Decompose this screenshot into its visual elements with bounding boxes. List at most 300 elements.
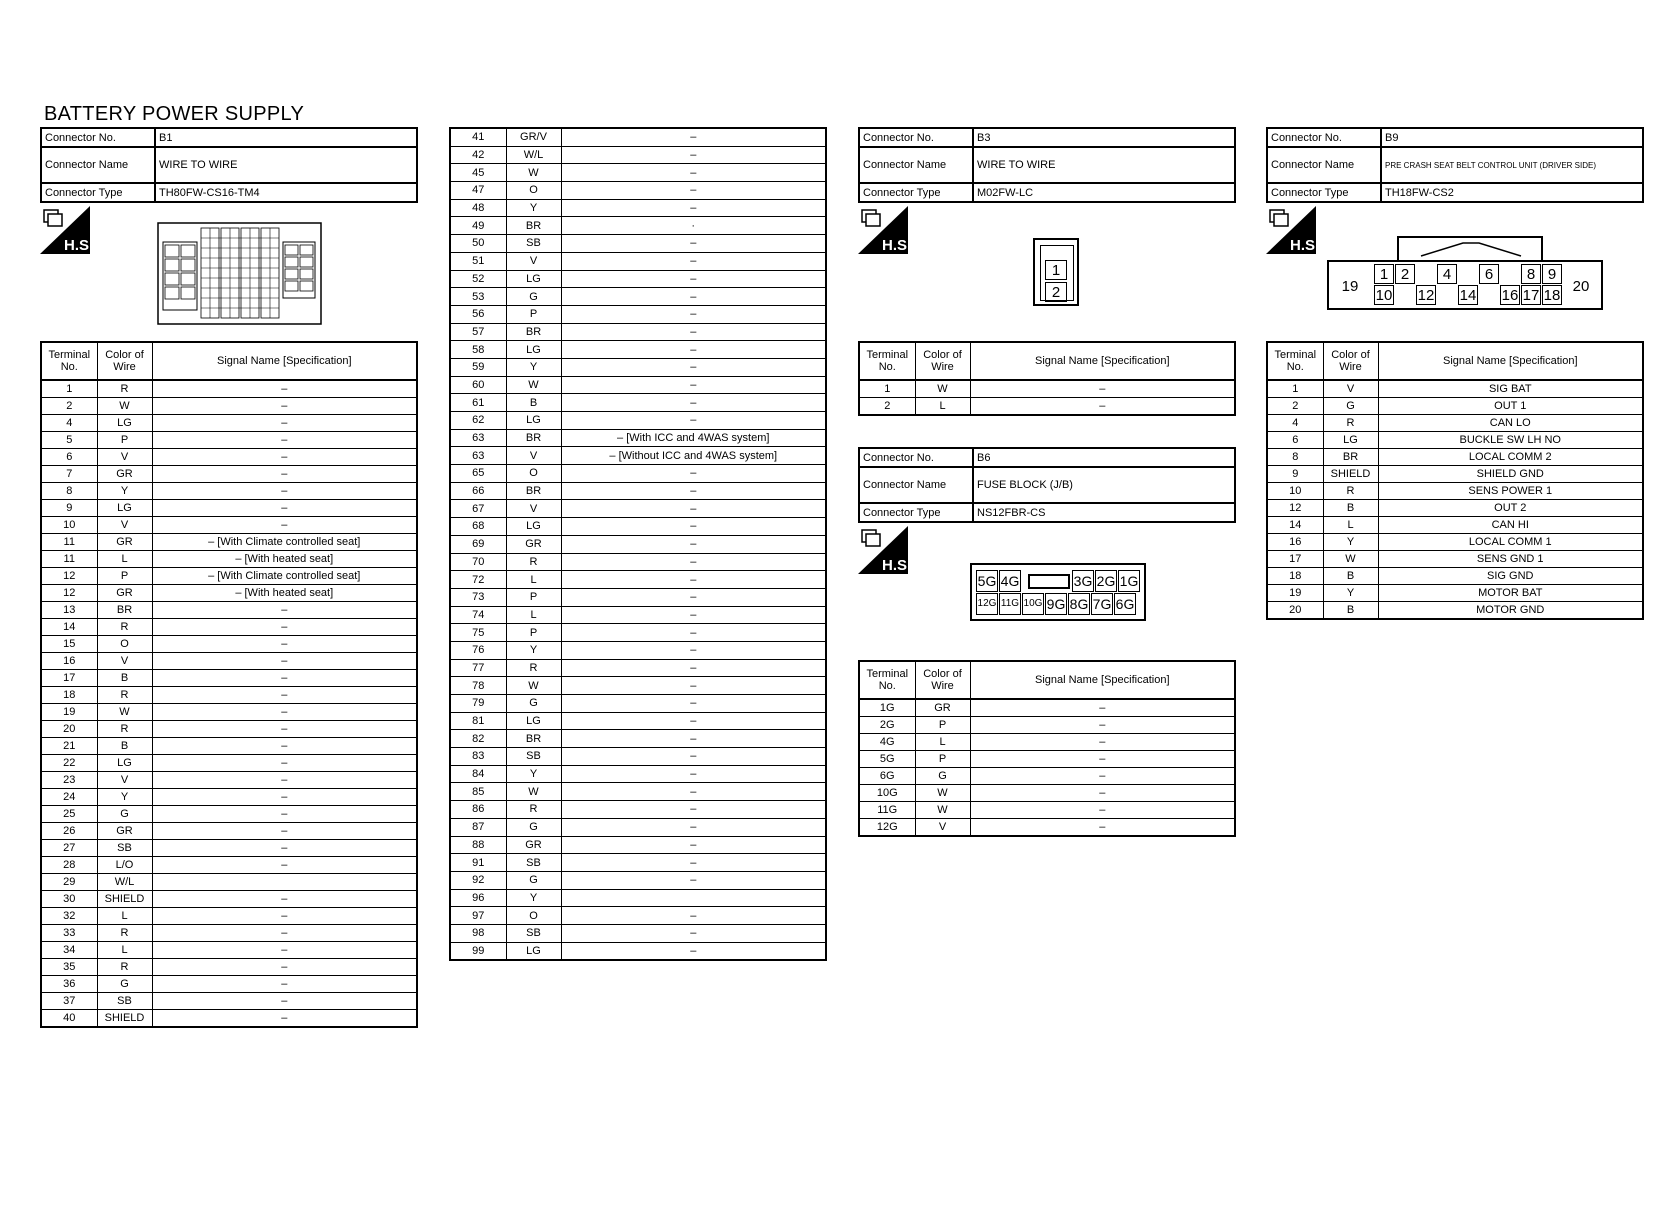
signal-name-cell: – xyxy=(561,553,826,571)
terminal-no-cell: 2 xyxy=(859,398,915,416)
table-row xyxy=(859,699,1235,717)
wire-color-cell: R xyxy=(1323,415,1378,432)
signal-name-cell: – xyxy=(561,695,826,713)
terminal-no-cell: 23 xyxy=(41,772,97,789)
table-row xyxy=(41,483,417,500)
terminal-no-cell: 12 xyxy=(41,568,97,585)
wire-color-cell: W xyxy=(506,376,561,394)
table-row xyxy=(450,288,826,306)
table-row xyxy=(450,217,826,235)
signal-name-cell: – xyxy=(970,751,1235,768)
wire-color-cell: L xyxy=(915,398,970,416)
signal-name-cell: – xyxy=(970,819,1235,837)
terminal-no-cell: 81 xyxy=(450,712,506,730)
signal-name-cell: – xyxy=(561,465,826,483)
terminal-no-cell: 37 xyxy=(41,993,97,1010)
b6-connector-diagram xyxy=(970,563,1146,621)
wire-color-cell: LG xyxy=(506,942,561,960)
signal-name-header: Signal Name [Specification] xyxy=(152,342,417,380)
b9-pin: 19 xyxy=(1341,278,1359,295)
terminal-no-cell: 17 xyxy=(41,670,97,687)
terminal-no-cell: 49 xyxy=(450,217,506,235)
signal-name-cell: CAN HI xyxy=(1378,517,1643,534)
signal-name-header: Signal Name [Specification] xyxy=(970,661,1235,699)
terminal-no-cell: 11 xyxy=(41,551,97,568)
terminal-no-cell: 9 xyxy=(1267,466,1323,483)
table-row xyxy=(41,466,417,483)
table-row xyxy=(41,704,417,721)
wire-color-cell: LG xyxy=(506,341,561,359)
table-row xyxy=(450,942,826,960)
b9-pin: 10 xyxy=(1375,287,1393,304)
connector-no-label: Connector No. xyxy=(41,128,155,147)
table-row xyxy=(41,738,417,755)
signal-name-cell: – xyxy=(152,959,417,976)
wire-color-cell: V xyxy=(915,819,970,837)
signal-name-cell: MOTOR BAT xyxy=(1378,585,1643,602)
b9-pin: 17 xyxy=(1522,287,1540,304)
terminal-no-cell: 21 xyxy=(41,738,97,755)
table-row xyxy=(450,146,826,164)
terminal-no-cell: 32 xyxy=(41,908,97,925)
signal-name-cell: – xyxy=(152,993,417,1010)
signal-name-cell: – xyxy=(152,398,417,415)
wire-color-cell: B xyxy=(97,738,152,755)
terminal-no-cell: 83 xyxy=(450,748,506,766)
signal-name-cell: – xyxy=(152,619,417,636)
table-row xyxy=(450,765,826,783)
wire-color-cell: GR xyxy=(506,836,561,854)
connector-type-label: Connector Type xyxy=(41,183,155,202)
signal-name-cell: – xyxy=(561,376,826,394)
table-row xyxy=(450,659,826,677)
wire-color-cell: V xyxy=(97,653,152,670)
wire-color-cell: W xyxy=(915,802,970,819)
terminal-no-cell: 7 xyxy=(41,466,97,483)
signal-name-cell: – xyxy=(561,854,826,872)
signal-name-cell: – xyxy=(561,942,826,960)
signal-name-cell: – xyxy=(152,602,417,619)
table-row xyxy=(450,571,826,589)
b9-pin: 6 xyxy=(1479,264,1499,284)
signal-name-cell: – xyxy=(970,785,1235,802)
b6-connector-no: B6 xyxy=(973,448,1235,467)
signal-name-cell: – xyxy=(152,636,417,653)
signal-name-cell: – xyxy=(561,146,826,164)
signal-name-cell: – xyxy=(152,772,417,789)
wire-color-cell: B xyxy=(97,670,152,687)
table-row xyxy=(859,734,1235,751)
wire-color-cell: L/O xyxy=(97,857,152,874)
wire-color-cell: W xyxy=(97,704,152,721)
wire-color-cell: LG xyxy=(97,755,152,772)
table-row xyxy=(450,695,826,713)
wire-color-cell: GR xyxy=(97,823,152,840)
terminal-no-cell: 15 xyxy=(41,636,97,653)
terminal-no-cell: 6G xyxy=(859,768,915,785)
table-row xyxy=(41,602,417,619)
table-row xyxy=(450,518,826,536)
svg-text:H.S.: H.S. xyxy=(64,237,94,254)
signal-name-cell: – xyxy=(152,721,417,738)
terminal-no-cell: 8 xyxy=(1267,449,1323,466)
wire-color-cell: GR xyxy=(97,534,152,551)
b6-pin: 12G xyxy=(976,593,998,615)
table-row xyxy=(1267,432,1643,449)
wire-color-cell: V xyxy=(506,252,561,270)
table-row xyxy=(41,380,417,398)
terminal-no-cell: 75 xyxy=(450,624,506,642)
table-row xyxy=(41,721,417,738)
b6-connector-type: NS12FBR-CS xyxy=(973,503,1235,522)
terminal-no-cell: 88 xyxy=(450,836,506,854)
signal-name-cell: LOCAL COMM 2 xyxy=(1378,449,1643,466)
table-row xyxy=(41,993,417,1010)
signal-name-cell: – xyxy=(970,768,1235,785)
terminal-no-cell: 79 xyxy=(450,695,506,713)
b3-terminal-table xyxy=(858,341,1236,416)
terminal-no-cell: 42 xyxy=(450,146,506,164)
terminal-no-cell: 96 xyxy=(450,889,506,907)
terminal-no-cell: 86 xyxy=(450,801,506,819)
terminal-no-cell: 26 xyxy=(41,823,97,840)
wire-color-cell: P xyxy=(915,717,970,734)
wire-color-cell: G xyxy=(97,806,152,823)
signal-name-cell: – [With heated seat] xyxy=(152,551,417,568)
table-row xyxy=(41,585,417,602)
terminal-no-cell: 34 xyxy=(41,942,97,959)
table-row xyxy=(41,619,417,636)
terminal-no-header: Terminal No. xyxy=(859,661,915,699)
terminal-no-cell: 74 xyxy=(450,606,506,624)
color-of-wire-header: Color of Wire xyxy=(1323,342,1378,380)
wire-color-cell: G xyxy=(915,768,970,785)
table-row xyxy=(450,907,826,925)
terminal-no-cell: 18 xyxy=(1267,568,1323,585)
signal-name-cell: – xyxy=(561,571,826,589)
color-of-wire-header: Color of Wire xyxy=(915,342,970,380)
table-row xyxy=(1267,380,1643,398)
wire-color-cell: L xyxy=(506,571,561,589)
wire-color-cell: Y xyxy=(1323,534,1378,551)
table-row xyxy=(450,482,826,500)
wire-color-cell: O xyxy=(506,907,561,925)
connector-name-label: Connector Name xyxy=(1267,147,1381,183)
terminal-no-cell: 29 xyxy=(41,874,97,891)
wire-color-cell: GR xyxy=(506,535,561,553)
signal-name-cell: – xyxy=(561,588,826,606)
terminal-no-cell: 45 xyxy=(450,164,506,182)
b9-connector-type: TH18FW-CS2 xyxy=(1381,183,1643,202)
wire-color-cell: R xyxy=(506,801,561,819)
signal-name-cell: SENS GND 1 xyxy=(1378,551,1643,568)
b1-header-table xyxy=(40,127,418,203)
wire-color-cell: B xyxy=(1323,568,1378,585)
table-row xyxy=(1267,585,1643,602)
color-of-wire-header: Color of Wire xyxy=(915,661,970,699)
wire-color-cell: W xyxy=(97,398,152,415)
wire-color-cell: SHIELD xyxy=(97,891,152,908)
wire-color-cell: Y xyxy=(97,483,152,500)
wire-color-cell: SB xyxy=(506,235,561,253)
b9-connector-diagram xyxy=(1327,236,1603,310)
signal-name-cell: – xyxy=(561,500,826,518)
b3-pin: 1 xyxy=(1045,260,1067,280)
signal-name-cell: – xyxy=(152,823,417,840)
terminal-no-cell: 78 xyxy=(450,677,506,695)
terminal-no-cell: 4 xyxy=(41,415,97,432)
terminal-no-cell: 22 xyxy=(41,755,97,772)
signal-name-cell: SIG GND xyxy=(1378,568,1643,585)
wire-color-cell: SB xyxy=(506,748,561,766)
terminal-no-cell: 33 xyxy=(41,925,97,942)
table-row xyxy=(450,924,826,942)
b9-pin: 9 xyxy=(1542,264,1562,284)
signal-name-cell: · xyxy=(561,217,826,235)
b6-pin: 4G xyxy=(999,570,1021,592)
b1-terminal-table xyxy=(40,341,418,1028)
signal-name-cell: – [Without ICC and 4WAS system] xyxy=(561,447,826,465)
table-row xyxy=(450,305,826,323)
signal-name-cell: – xyxy=(561,924,826,942)
signal-name-cell: – xyxy=(561,624,826,642)
signal-name-cell: – xyxy=(561,730,826,748)
terminal-no-cell: 4 xyxy=(1267,415,1323,432)
signal-name-cell: – xyxy=(561,765,826,783)
wire-color-cell: SB xyxy=(97,993,152,1010)
wire-color-cell: Y xyxy=(506,358,561,376)
b3-pin: 2 xyxy=(1045,282,1067,302)
table-row xyxy=(450,199,826,217)
table-row xyxy=(1267,483,1643,500)
wire-color-cell: BR xyxy=(506,730,561,748)
signal-name-cell: – xyxy=(561,341,826,359)
b6-pin: 9G xyxy=(1045,593,1067,615)
terminal-no-cell: 5G xyxy=(859,751,915,768)
terminal-no-cell: 27 xyxy=(41,840,97,857)
table-row xyxy=(1267,398,1643,415)
table-row xyxy=(41,670,417,687)
signal-name-cell: BUCKLE SW LH NO xyxy=(1378,432,1643,449)
signal-name-cell: – [With Climate controlled seat] xyxy=(152,534,417,551)
table-row xyxy=(450,871,826,889)
table-row xyxy=(450,376,826,394)
table-row xyxy=(450,854,826,872)
terminal-no-cell: 48 xyxy=(450,199,506,217)
table-row xyxy=(450,128,826,146)
table-row xyxy=(859,802,1235,819)
terminal-no-cell: 63 xyxy=(450,429,506,447)
terminal-no-cell: 67 xyxy=(450,500,506,518)
wire-color-cell: LG xyxy=(506,712,561,730)
terminal-no-cell: 1 xyxy=(859,380,915,398)
wire-color-cell: G xyxy=(506,695,561,713)
table-row xyxy=(450,641,826,659)
table-row xyxy=(450,818,826,836)
table-row xyxy=(450,235,826,253)
table-row xyxy=(41,500,417,517)
terminal-no-cell: 40 xyxy=(41,1010,97,1028)
signal-name-cell: – xyxy=(152,1010,417,1028)
wire-color-cell: V xyxy=(506,500,561,518)
wire-color-cell: W xyxy=(915,785,970,802)
wire-color-cell: Y xyxy=(506,199,561,217)
wire-color-cell: R xyxy=(97,380,152,398)
signal-name-cell: – [With heated seat] xyxy=(152,585,417,602)
table-row xyxy=(41,823,417,840)
signal-name-cell: – xyxy=(561,235,826,253)
wire-color-cell: W xyxy=(506,783,561,801)
signal-name-cell: – xyxy=(561,836,826,854)
wire-color-cell: P xyxy=(915,751,970,768)
signal-name-header: Signal Name [Specification] xyxy=(970,342,1235,380)
table-row xyxy=(450,535,826,553)
table-row xyxy=(41,398,417,415)
signal-name-cell: – xyxy=(152,449,417,466)
wire-color-cell: R xyxy=(1323,483,1378,500)
b3-connector-type: M02FW-LC xyxy=(973,183,1235,202)
b9-pin: 12 xyxy=(1417,287,1435,304)
b6-pin: 11G xyxy=(999,593,1021,615)
table-row xyxy=(41,534,417,551)
terminal-no-cell: 61 xyxy=(450,394,506,412)
b3-header-table xyxy=(858,127,1236,203)
terminal-no-cell: 18 xyxy=(41,687,97,704)
terminal-no-cell: 2 xyxy=(1267,398,1323,415)
wire-color-cell: L xyxy=(97,908,152,925)
terminal-no-cell: 12 xyxy=(1267,500,1323,517)
terminal-no-cell: 65 xyxy=(450,465,506,483)
wire-color-cell: GR/V xyxy=(506,128,561,146)
color-of-wire-header: Color of Wire xyxy=(97,342,152,380)
wire-color-cell: G xyxy=(1323,398,1378,415)
wire-color-cell: P xyxy=(506,305,561,323)
b6-pin: 1G xyxy=(1118,570,1140,592)
wire-color-cell: L xyxy=(97,551,152,568)
terminal-no-cell: 19 xyxy=(41,704,97,721)
wire-color-cell: R xyxy=(506,659,561,677)
hs-icon xyxy=(40,206,94,254)
signal-name-cell: – xyxy=(152,704,417,721)
signal-name-cell: – xyxy=(152,908,417,925)
table-row xyxy=(450,358,826,376)
connector-type-label: Connector Type xyxy=(1267,183,1381,202)
table-row xyxy=(450,182,826,200)
signal-name-cell: – xyxy=(561,535,826,553)
b6-connector-name: FUSE BLOCK (J/B) xyxy=(973,467,1235,503)
table-row xyxy=(859,751,1235,768)
signal-name-cell: OUT 2 xyxy=(1378,500,1643,517)
signal-name-cell: – xyxy=(152,755,417,772)
terminal-no-cell: 10G xyxy=(859,785,915,802)
wire-color-cell: R xyxy=(506,553,561,571)
terminal-no-cell: 53 xyxy=(450,288,506,306)
table-row xyxy=(450,252,826,270)
wire-color-cell: L xyxy=(506,606,561,624)
wire-color-cell: W/L xyxy=(97,874,152,891)
table-row xyxy=(450,412,826,430)
terminal-no-cell: 11G xyxy=(859,802,915,819)
signal-name-cell xyxy=(561,889,826,907)
terminal-no-cell: 69 xyxy=(450,535,506,553)
terminal-no-cell: 2 xyxy=(41,398,97,415)
signal-name-cell: – xyxy=(152,517,417,534)
signal-name-cell: LOCAL COMM 1 xyxy=(1378,534,1643,551)
signal-name-cell: SHIELD GND xyxy=(1378,466,1643,483)
svg-text:H.S.: H.S. xyxy=(882,237,912,254)
terminal-no-cell: 56 xyxy=(450,305,506,323)
signal-name-cell: – xyxy=(561,182,826,200)
wire-color-cell: R xyxy=(97,925,152,942)
b9-header-table xyxy=(1266,127,1644,203)
wire-color-cell: P xyxy=(97,432,152,449)
terminal-no-cell: 5 xyxy=(41,432,97,449)
wire-color-cell: O xyxy=(97,636,152,653)
signal-name-cell: OUT 1 xyxy=(1378,398,1643,415)
terminal-no-cell: 60 xyxy=(450,376,506,394)
b6-header-table xyxy=(858,447,1236,523)
signal-name-cell: – xyxy=(561,164,826,182)
wire-color-cell: Y xyxy=(1323,585,1378,602)
signal-name-cell: – xyxy=(152,432,417,449)
wire-color-cell: P xyxy=(506,588,561,606)
terminal-no-cell: 30 xyxy=(41,891,97,908)
table-row xyxy=(450,500,826,518)
table-row xyxy=(859,819,1235,837)
connector-no-label: Connector No. xyxy=(859,128,973,147)
connector-type-label: Connector Type xyxy=(859,503,973,522)
connector-name-label: Connector Name xyxy=(859,147,973,183)
signal-name-cell: CAN LO xyxy=(1378,415,1643,432)
signal-name-cell: – xyxy=(152,653,417,670)
signal-name-cell: – xyxy=(152,500,417,517)
signal-name-cell: – xyxy=(152,789,417,806)
terminal-no-cell: 1G xyxy=(859,699,915,717)
signal-name-cell: – xyxy=(152,976,417,993)
wire-color-cell: BR xyxy=(506,482,561,500)
table-row xyxy=(1267,602,1643,620)
terminal-no-cell: 41 xyxy=(450,128,506,146)
terminal-no-cell: 1 xyxy=(41,380,97,398)
wire-color-cell: LG xyxy=(506,412,561,430)
table-row xyxy=(450,270,826,288)
signal-name-cell: – xyxy=(561,199,826,217)
terminal-no-cell: 13 xyxy=(41,602,97,619)
signal-name-cell: – xyxy=(152,738,417,755)
table-row xyxy=(41,415,417,432)
wire-color-cell: BR xyxy=(506,217,561,235)
wire-color-cell: SB xyxy=(506,854,561,872)
table-row xyxy=(450,677,826,695)
terminal-no-cell: 8 xyxy=(41,483,97,500)
b9-connector-name: PRE CRASH SEAT BELT CONTROL UNIT (DRIVER SIDE) xyxy=(1381,147,1643,183)
wire-color-cell: BR xyxy=(506,323,561,341)
signal-name-cell: – xyxy=(561,482,826,500)
terminal-no-cell: 84 xyxy=(450,765,506,783)
wire-color-cell: G xyxy=(506,288,561,306)
wire-color-cell: SB xyxy=(506,924,561,942)
wire-color-cell: Y xyxy=(506,765,561,783)
signal-name-cell: – xyxy=(561,783,826,801)
wire-color-cell: BR xyxy=(1323,449,1378,466)
table-row xyxy=(1267,466,1643,483)
wire-color-cell: W/L xyxy=(506,146,561,164)
wire-color-cell: GR xyxy=(97,585,152,602)
table-row xyxy=(450,588,826,606)
b1-connector-type: TH80FW-CS16-TM4 xyxy=(155,183,417,202)
hs-icon xyxy=(858,206,912,254)
wire-color-cell: Y xyxy=(97,789,152,806)
